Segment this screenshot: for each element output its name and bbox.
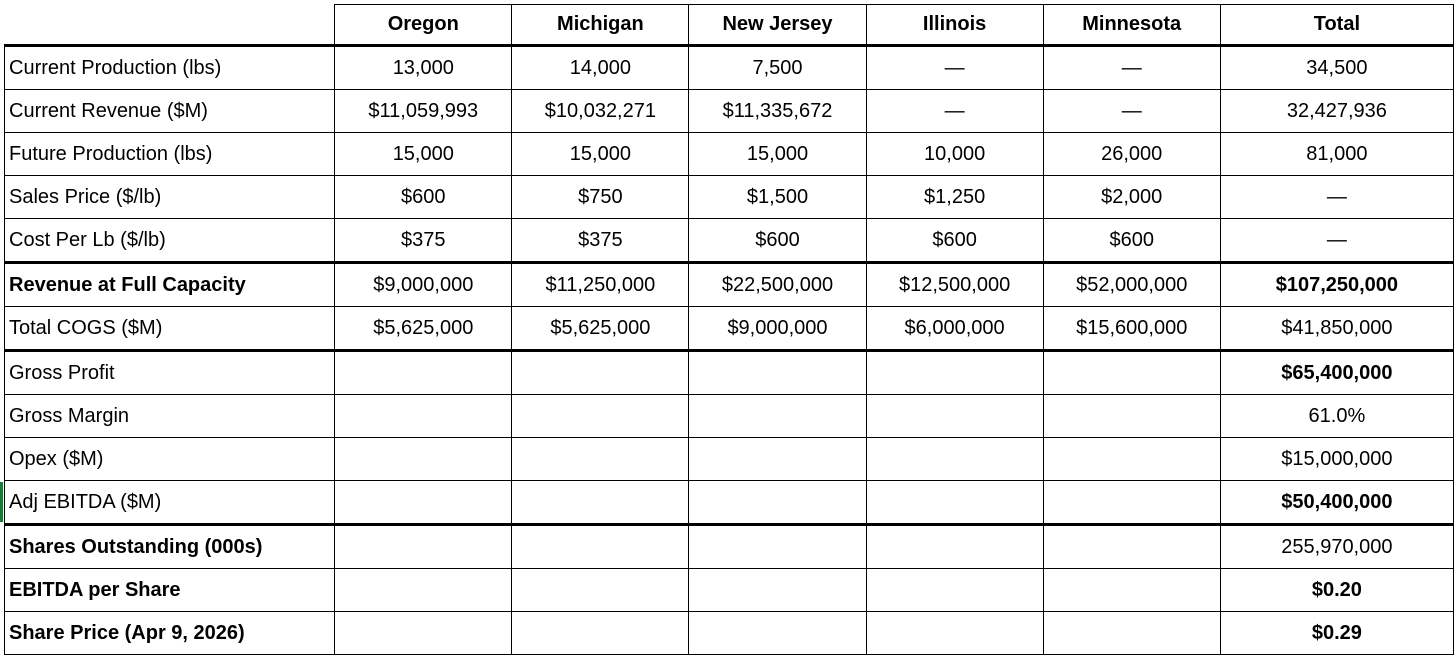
- value-cell[interactable]: $5,625,000: [335, 307, 512, 351]
- value-cell[interactable]: 15,000: [512, 133, 689, 176]
- value-cell[interactable]: —: [1043, 46, 1220, 90]
- row-label[interactable]: Sales Price ($/lb): [5, 176, 335, 219]
- total-cell[interactable]: $15,000,000: [1220, 438, 1453, 481]
- total-cell[interactable]: $41,850,000: [1220, 307, 1453, 351]
- value-cell[interactable]: —: [1043, 90, 1220, 133]
- table-row: [5, 307, 1454, 351]
- row-label[interactable]: EBITDA per Share: [5, 569, 335, 612]
- row-label[interactable]: Adj EBITDA ($M): [5, 481, 335, 525]
- total-cell[interactable]: $107,250,000: [1220, 263, 1453, 307]
- table-row: [5, 569, 1454, 612]
- value-cell[interactable]: [512, 395, 689, 438]
- value-cell[interactable]: $1,500: [689, 176, 866, 219]
- value-cell[interactable]: [689, 612, 866, 655]
- row-label[interactable]: Share Price (Apr 9, 2026): [5, 612, 335, 655]
- value-cell[interactable]: [689, 525, 866, 569]
- value-cell[interactable]: [866, 351, 1043, 395]
- value-cell[interactable]: $9,000,000: [689, 307, 866, 351]
- value-cell[interactable]: $750: [512, 176, 689, 219]
- value-cell[interactable]: [512, 569, 689, 612]
- table-row: [5, 133, 1454, 176]
- table-row: [5, 219, 1454, 263]
- header-cell-oregon: Oregon: [335, 5, 512, 46]
- value-cell[interactable]: 14,000: [512, 46, 689, 90]
- value-cell[interactable]: 10,000: [866, 133, 1043, 176]
- value-cell[interactable]: [866, 569, 1043, 612]
- value-cell[interactable]: [335, 481, 512, 525]
- value-cell[interactable]: [866, 438, 1043, 481]
- total-cell[interactable]: —: [1220, 219, 1453, 263]
- row-label[interactable]: Cost Per Lb ($/lb): [5, 219, 335, 263]
- table-row: [5, 176, 1454, 219]
- value-cell[interactable]: [1043, 395, 1220, 438]
- table-row: [5, 438, 1454, 481]
- value-cell[interactable]: [866, 612, 1043, 655]
- value-cell[interactable]: $11,335,672: [689, 90, 866, 133]
- value-cell[interactable]: [1043, 612, 1220, 655]
- value-cell[interactable]: [866, 525, 1043, 569]
- value-cell[interactable]: $600: [866, 219, 1043, 263]
- value-cell[interactable]: [689, 569, 866, 612]
- table-row: [5, 481, 1454, 525]
- row-label[interactable]: Gross Profit: [5, 351, 335, 395]
- row-label[interactable]: Total COGS ($M): [5, 307, 335, 351]
- table-body: [5, 46, 1454, 655]
- value-cell[interactable]: [1043, 438, 1220, 481]
- value-cell[interactable]: $600: [689, 219, 866, 263]
- header-cell-michigan: Michigan: [512, 5, 689, 46]
- value-cell[interactable]: [335, 351, 512, 395]
- row-label[interactable]: Shares Outstanding (000s): [5, 525, 335, 569]
- value-cell[interactable]: 15,000: [689, 133, 866, 176]
- value-cell[interactable]: —: [866, 46, 1043, 90]
- header-cell-minnesota: Minnesota: [1043, 5, 1220, 46]
- row-label[interactable]: Current Production (lbs): [5, 46, 335, 90]
- table-row: [5, 46, 1454, 90]
- value-cell[interactable]: [512, 481, 689, 525]
- value-cell[interactable]: [335, 569, 512, 612]
- row-label[interactable]: Revenue at Full Capacity: [5, 263, 335, 307]
- value-cell[interactable]: 13,000: [335, 46, 512, 90]
- row-label[interactable]: Current Revenue ($M): [5, 90, 335, 133]
- total-cell[interactable]: $65,400,000: [1220, 351, 1453, 395]
- value-cell[interactable]: —: [866, 90, 1043, 133]
- value-cell[interactable]: $600: [1043, 219, 1220, 263]
- value-cell[interactable]: $375: [512, 219, 689, 263]
- value-cell[interactable]: $2,000: [1043, 176, 1220, 219]
- value-cell[interactable]: [512, 351, 689, 395]
- total-cell[interactable]: 32,427,936: [1220, 90, 1453, 133]
- header-row: [5, 5, 1454, 46]
- table-row: [5, 395, 1454, 438]
- table-row: [5, 351, 1454, 395]
- value-cell[interactable]: [1043, 569, 1220, 612]
- value-cell[interactable]: [866, 395, 1043, 438]
- header-cell-illinois: Illinois: [866, 5, 1043, 46]
- row-label[interactable]: Gross Margin: [5, 395, 335, 438]
- value-cell[interactable]: $12,500,000: [866, 263, 1043, 307]
- row-label[interactable]: Future Production (lbs): [5, 133, 335, 176]
- value-cell[interactable]: $52,000,000: [1043, 263, 1220, 307]
- value-cell[interactable]: [1043, 525, 1220, 569]
- total-cell[interactable]: $0.20: [1220, 569, 1453, 612]
- header-cell-blank: [5, 5, 335, 46]
- value-cell[interactable]: 26,000: [1043, 133, 1220, 176]
- value-cell[interactable]: $5,625,000: [512, 307, 689, 351]
- value-cell[interactable]: 7,500: [689, 46, 866, 90]
- value-cell[interactable]: [335, 525, 512, 569]
- value-cell[interactable]: [335, 612, 512, 655]
- value-cell[interactable]: $375: [335, 219, 512, 263]
- value-cell[interactable]: $6,000,000: [866, 307, 1043, 351]
- table-row: [5, 263, 1454, 307]
- active-cell-marker: [0, 482, 3, 522]
- value-cell[interactable]: [335, 395, 512, 438]
- value-cell[interactable]: [512, 612, 689, 655]
- value-cell[interactable]: $10,032,271: [512, 90, 689, 133]
- value-cell[interactable]: $1,250: [866, 176, 1043, 219]
- value-cell[interactable]: [689, 351, 866, 395]
- value-cell[interactable]: $600: [335, 176, 512, 219]
- header-cell-new-jersey: New Jersey: [689, 5, 866, 46]
- value-cell[interactable]: [1043, 481, 1220, 525]
- total-cell[interactable]: 61.0%: [1220, 395, 1453, 438]
- table-row: [5, 90, 1454, 133]
- value-cell[interactable]: [689, 395, 866, 438]
- header-cell-total: Total: [1220, 5, 1453, 46]
- total-cell[interactable]: $0.29: [1220, 612, 1453, 655]
- value-cell[interactable]: $11,059,993: [335, 90, 512, 133]
- value-cell[interactable]: [689, 481, 866, 525]
- value-cell[interactable]: $9,000,000: [335, 263, 512, 307]
- value-cell[interactable]: $11,250,000: [512, 263, 689, 307]
- total-cell[interactable]: 255,970,000: [1220, 525, 1453, 569]
- total-cell[interactable]: 34,500: [1220, 46, 1453, 90]
- row-label[interactable]: Opex ($M): [5, 438, 335, 481]
- total-cell[interactable]: 81,000: [1220, 133, 1453, 176]
- value-cell[interactable]: [1043, 351, 1220, 395]
- financial-table: [4, 4, 1454, 655]
- table-row: [5, 612, 1454, 655]
- value-cell[interactable]: [689, 438, 866, 481]
- value-cell[interactable]: [335, 438, 512, 481]
- value-cell[interactable]: [512, 438, 689, 481]
- total-cell[interactable]: —: [1220, 176, 1453, 219]
- value-cell[interactable]: $15,600,000: [1043, 307, 1220, 351]
- total-cell[interactable]: $50,400,000: [1220, 481, 1453, 525]
- table-row: [5, 525, 1454, 569]
- value-cell[interactable]: [512, 525, 689, 569]
- value-cell[interactable]: $22,500,000: [689, 263, 866, 307]
- value-cell[interactable]: 15,000: [335, 133, 512, 176]
- value-cell[interactable]: [866, 481, 1043, 525]
